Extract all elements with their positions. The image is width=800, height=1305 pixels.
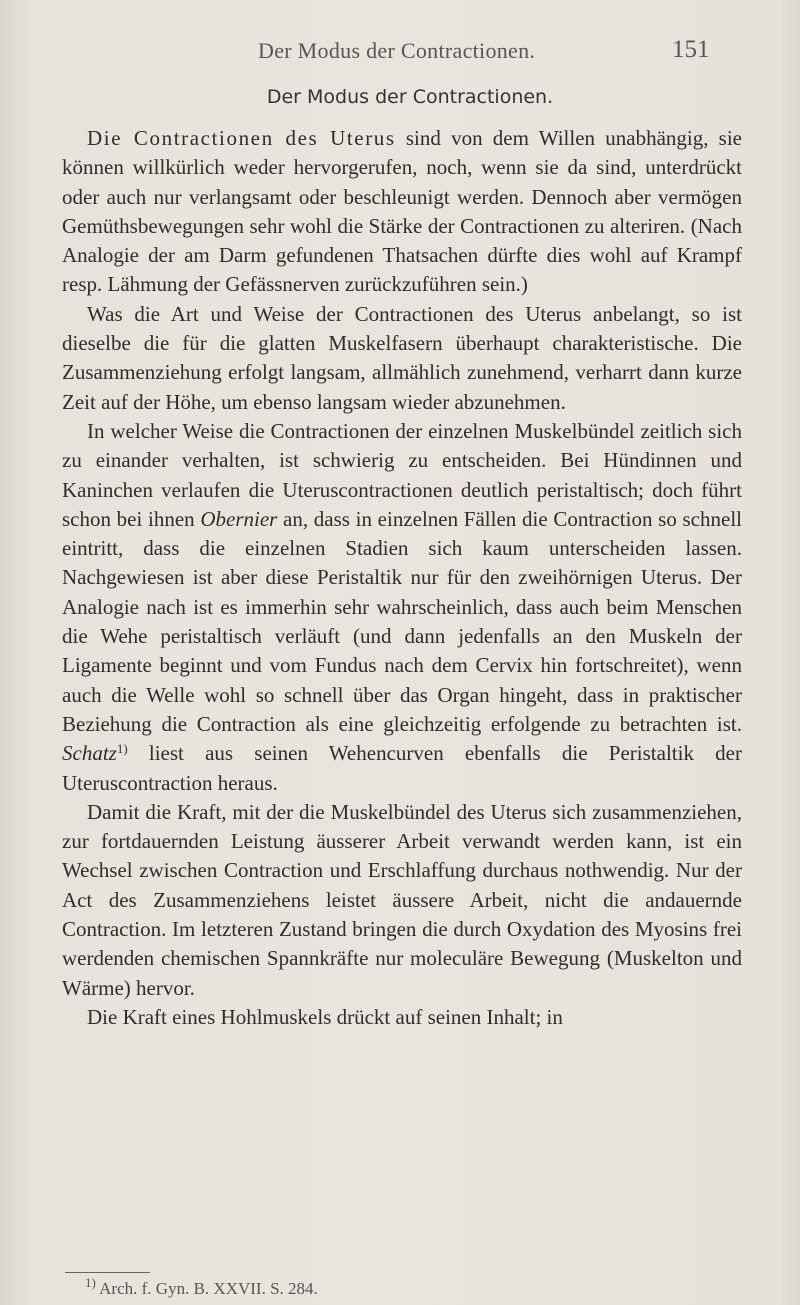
page-number: 151 [672,36,710,63]
footnote [85,1275,318,1299]
paragraph-text: Was die Art und Weise der Contractionen des Uterus anbelangt, so ist dieselbe die für die glatten Muskelfasern überhaupt charakteristische. Die Zusammenziehung erfolgt langsam, allmählich zunehmend, verharrt dann kurze Zeit auf der Höhe, um ebenso langsam wieder abzunehmen. [62,301,742,414]
paragraph-4 [62,798,742,1003]
paragraph-text: an, dass in einzelnen Fällen die Contraction so schnell eintritt, dass die einzelnen Stadien sich kaum unterscheiden lassen. Nachgewiesen ist aber diese Peristaltik nur für den zweihörnigen Uterus. Der Analogie nach ist es immerhin sehr wahrscheinlich, dass auch beim Menschen die Wehe peristaltisch verläuft (und dann jedenfalls an den Muskeln der Ligamente beginnt und vom Fundus nach dem Cervix hin fortschreitet), wenn auch die Welle wohl so schnell über das Organ hingeht, dass in praktischer Beziehung die Contraction als eine gleichzeitig erfolgende zu betrachten ist. [62,506,742,736]
body-text [62,124,742,1032]
running-title: Der Modus der Contractionen. [258,38,536,63]
author-name-schatz: Schatz [62,741,117,766]
paragraph-text: Damit die Kraft, mit der die Muskelbündel des Uterus sich zusammenziehen, zur fortdauernden Leistung äusserer Arbeit verwandt werden kann, ist ein Wechsel zwischen Contraction und Erschlaffung durchaus nothwendig. Nur der Act des Zusammenziehens leistet äussere Arbeit, nicht die andauernde Contraction. Im letzteren Zustand bringen die durch Oxydation des Myosins frei werdenden chemischen Spannkräfte nur moleculäre Bewegung (Muskelton und Wärme) hervor. [62,799,742,1000]
paragraph-2 [62,300,742,417]
paragraph-1 [62,124,742,300]
running-header [0,38,800,68]
paragraph-3 [62,417,742,798]
footnote-mark: 1) [85,1275,96,1290]
paragraph-text: sind von dem Willen unabhängig, sie können willkürlich weder hervorgerufen, noch, wenn sie da sind, unterdrückt oder auch nur verlangsamt oder beschleunigt werden. Dennoch aber vermögen Gemüthsbewegungen sehr wohl die Stärke der Contractionen zu alteriren. (Nach Analogie der am Darm gefundenen Thatsachen dürfte dies wohl auf Krampf resp. Lähmung der Gefässnerven zurückzuführen sein.) [62,126,743,297]
footnote-divider [65,1272,150,1273]
paragraph-text: liest aus seinen Wehencurven ebenfalls die Peristaltik der Uteruscontraction heraus. [62,741,742,795]
paragraph-lead: Die Contractionen des Uterus [87,126,396,150]
footnote-text: Arch. f. Gyn. B. XXVII. S. 284. [99,1279,318,1298]
paragraph-text: Die Kraft eines Hohlmuskels drückt auf seinen Inhalt; in [87,1004,563,1029]
footnote-reference[interactable]: 1) [116,741,128,757]
section-title: Der Modus der Contractionen. [266,86,554,108]
paragraph-5 [62,1003,742,1032]
paragraph-text: In welcher Weise die Contractionen der einzelnen Muskelbündel zeitlich sich zu einander verhalten, ist schwierig zu entscheiden. Bei Hündinnen und Kaninchen verlaufen die Uteruscontractionen deutlich peristaltisch; doch führt schon bei ihnen [62,418,742,531]
author-name-obernier: Obernier [200,506,278,531]
